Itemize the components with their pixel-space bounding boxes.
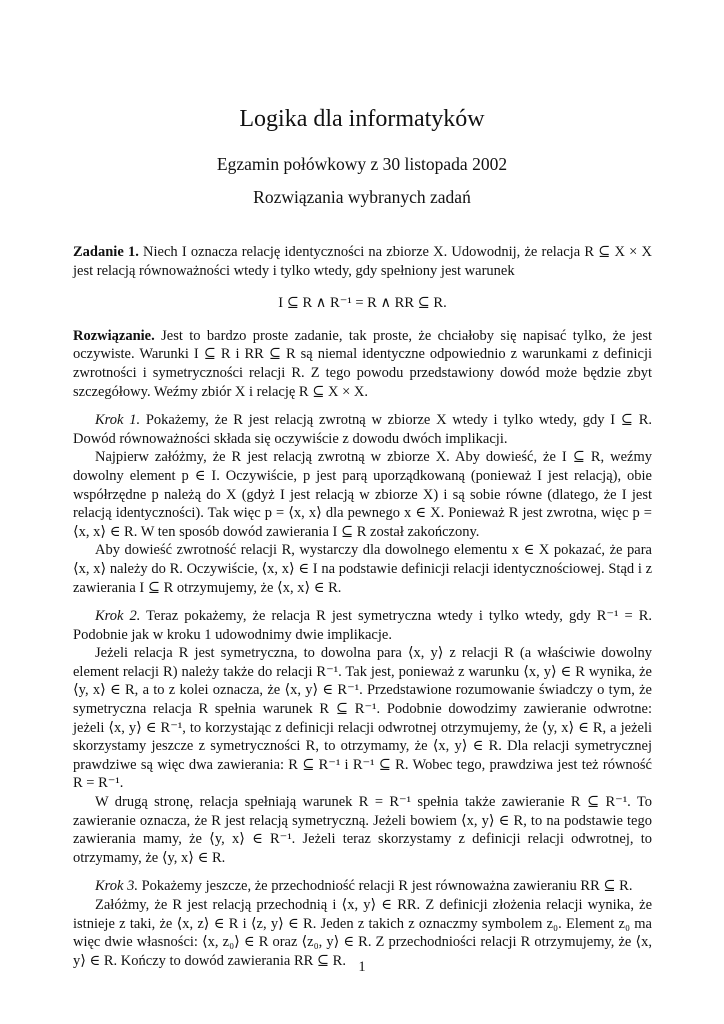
step1-paragraph-3: Aby dowieść zwrotność relacji R, wystarczy dla dowolnego elementu x ∈ X pokazać, że para ⟨x, x⟩ należy do R. Oczywiście, ⟨x, x⟩ ∈ I na podstawie definicji relacji identycznościowej. Stąd i z zawierania I ⊆ R otrzymujemy, że ⟨x, x⟩ ∈ R.	[73, 542, 652, 596]
step1-label: Krok 1.	[95, 412, 141, 429]
task-label: Zadanie 1.	[73, 244, 139, 260]
document-body	[73, 243, 652, 970]
solution-text: Jest to bardzo proste zadanie, tak proste, że chciałoby się napisać tylko, że jest oczywiste. Warunki I ⊆ R i RR ⊆ R są niemal identyczne odpowiednio z warunkami z definicji zwrotności i symetryczności relacji R. Z tego powodu przedstawiony dowód może będzie zbyt szczegółowy. Weźmy zbiór X i relację R ⊆ X × X.	[73, 327, 652, 400]
step3-paragraph-2: Załóżmy, że R jest relacją przechodnią i ⟨x, y⟩ ∈ RR. Z definicji złożenia relacji wynika, że istnieje z taki, że ⟨x, z⟩ ∈ R i ⟨z, y⟩ ∈ R. Jeden z takich z oznaczmy symbolem z₀. Element z₀ ma więc dwie własności: ⟨x, z₀⟩ ∈ R oraz ⟨z₀, y⟩ ∈ R. Z przechodniości relacji R otrzymujemy, że ⟨x, y⟩ ∈ R. Kończy to dowód zawierania RR ⊆ R.	[73, 897, 652, 969]
task-formula: I ⊆ R ∧ R⁻¹ = R ∧ RR ⊆ R.	[278, 295, 447, 312]
page-subtitle: Egzamin połówkowy z 30 listopada 2002	[216, 154, 508, 174]
step3-paragraph	[73, 877, 652, 896]
step1-text: Pokażemy, że R jest relacją zwrotną w zbiorze X wtedy i tylko wtedy, gdy I ⊆ R. Dowód równoważności składa się oczywiście z dowodu dwóch implikacji.	[73, 412, 652, 447]
page-title: Logika dla informatyków	[239, 106, 485, 132]
step2-text: Teraz pokażemy, że relacja R jest symetryczna wtedy i tylko wtedy, gdy R⁻¹ = R. Podobnie jak w kroku 1 udowodnimy dwie implikacje.	[73, 608, 652, 643]
task-text: Niech I oznacza relację identyczności na zbiorze X. Udowodnij, że relacja R ⊆ X × X jest relacją równoważności wtedy i tylko wtedy, gdy spełniony jest warunek	[73, 244, 652, 279]
step1-paragraph	[73, 411, 652, 448]
step2-label: Krok 2.	[95, 608, 141, 625]
step2-paragraph	[73, 607, 652, 644]
step3-text: Pokażemy jeszcze, że przechodniość relacji R jest równoważna zawieraniu RR ⊆ R.	[137, 878, 633, 895]
solution-paragraph	[73, 327, 652, 401]
step1-paragraph-2: Najpierw załóżmy, że R jest relacją zwrotną w zbiorze X. Aby dowieść, że I ⊆ R, weźmy dowolny element p ∈ I. Oczywiście, p jest parą uporządkowaną (ponieważ I jest relacją), obie współrzędne p należą do X (gdyż I jest relacją w zbiorze X) i są sobie równe (dlatego, że I jest relacją identyczności). Tak więc p = ⟨x, x⟩ dla pewnego x ∈ X. Ponieważ R jest zwrotna, więc p = ⟨x, x⟩ ∈ R. W ten sposób dowód zawierania I ⊆ R został zakończony.	[73, 449, 652, 540]
task-paragraph	[73, 243, 652, 280]
step3-label: Krok 3.	[95, 878, 138, 895]
step2-paragraph-3: W drugą stronę, relacja spełniają warunek R = R⁻¹ spełnia także zawieranie R ⊆ R⁻¹. To zawieranie oznacza, że R jest relacją symetryczną. Jeżeli bowiem ⟨x, y⟩ ∈ R, to na podstawie tego zawierania mamy, że ⟨y, x⟩ ∈ R⁻¹. Jeżeli teraz skorzystamy z definicji relacji odwrotnej, to otrzymamy, że ⟨y, x⟩ ∈ R.	[73, 794, 652, 866]
page-number: 1	[358, 959, 366, 975]
solution-label: Rozwiązanie.	[73, 327, 155, 344]
page-subtitle-secondary: Rozwiązania wybranych zadań	[253, 187, 471, 207]
step2-paragraph-2: Jeżeli relacja R jest symetryczna, to dowolna para ⟨x, y⟩ z relacji R (a właściwie dowolny element relacji R) należy także do relacji R⁻¹. Tak jest, ponieważ z warunku ⟨x, y⟩ ∈ R wynika, że ⟨y, x⟩ ∈ R, a to z kolei oznacza, że ⟨x, y⟩ ∈ R⁻¹. Przedstawione rozumowanie świadczy o tym, że symetryczna relacja R spełnia warunek R ⊆ R⁻¹. Podobnie dowodzimy zawieranie odwrotne: jeżeli ⟨x, y⟩ ∈ R⁻¹, to korzystając z definicji relacji odwrotnej otrzymujemy, że ⟨y, x⟩ ∈ R, a jeżeli skorzystamy jeszcze z symetryczności R, to otrzymamy, że ⟨x, y⟩ ∈ R. Dla relacji symetrycznej prawdziwe są więc dwa zawierania: R ⊆ R⁻¹ i R⁻¹ ⊆ R. Wobec tego, prawdziwa jest też równość R = R⁻¹.	[73, 645, 652, 792]
